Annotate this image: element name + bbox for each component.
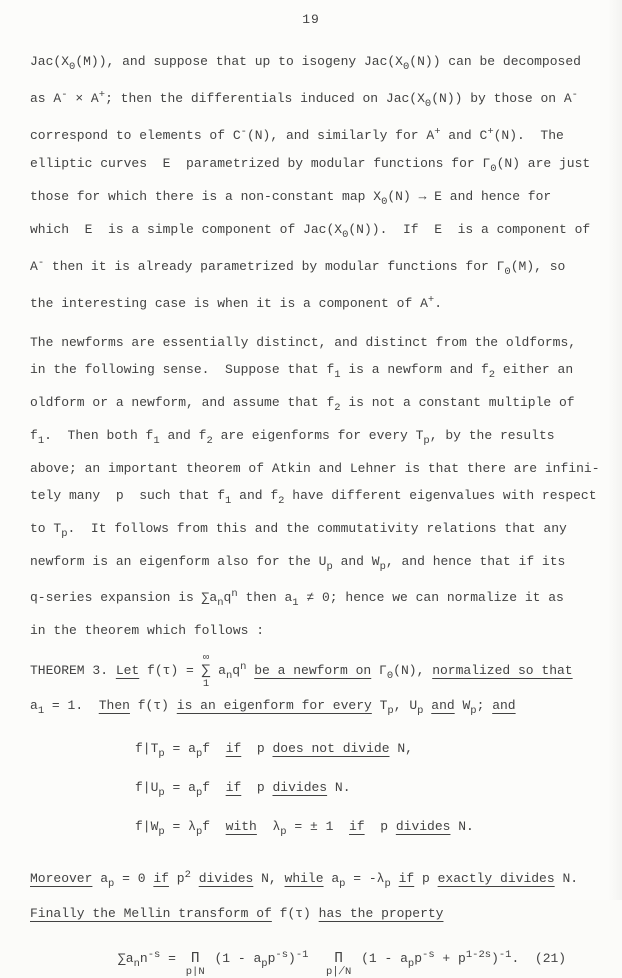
- underlined-text: Then: [98, 698, 130, 713]
- operator-upper-limit: ∞: [202, 652, 210, 664]
- text-segment: = a: [164, 741, 196, 756]
- underlined-text: Let: [115, 663, 140, 678]
- paragraph-jacobian-decomposition: [30, 48, 622, 318]
- text-segment: × A: [67, 91, 99, 106]
- subscript-text: 0: [69, 61, 76, 73]
- page-number: 19: [302, 12, 320, 27]
- text-segment: p: [241, 780, 273, 795]
- text-segment: f(τ) =: [139, 663, 202, 678]
- text-segment: N.: [450, 819, 474, 834]
- text-segment: correspond to elements of C: [30, 128, 241, 143]
- superscript-text: -: [61, 89, 68, 101]
- text-segment: ): [288, 951, 296, 966]
- subscript-text: 2: [488, 369, 496, 381]
- text-segment: (N). The: [493, 128, 564, 143]
- underlined-text: if: [153, 871, 169, 886]
- text-segment: .: [434, 296, 442, 311]
- underlined-text: divides: [198, 871, 254, 886]
- text-line: [30, 356, 622, 389]
- superscript-text: -: [571, 89, 578, 101]
- subscript-text: p: [195, 826, 203, 838]
- text-segment: . It follows from this and the commutativity relations that any: [67, 521, 567, 536]
- text-segment: which E is a simple component of Jac(X: [30, 222, 343, 237]
- text-line: [30, 691, 622, 726]
- text-segment: , and hence that if its: [385, 554, 566, 569]
- subscript-text: 1: [37, 435, 45, 447]
- text-segment: above; an important theorem of Atkin and Lehner is that there are infini-: [30, 461, 600, 476]
- text-segment: Jac(X: [30, 54, 70, 69]
- text-segment: and f: [159, 428, 207, 443]
- subscript-text: p: [423, 435, 430, 447]
- subscript-text: 0: [490, 163, 497, 175]
- subscript-text: 0: [402, 61, 410, 73]
- subscript-text: p: [195, 748, 203, 760]
- text-segment: (N) are just: [496, 156, 591, 171]
- text-line: [135, 771, 622, 810]
- subscript-text: 1: [292, 597, 299, 609]
- text-segment: ∑a: [118, 951, 134, 966]
- subscript-text: 0: [342, 229, 349, 241]
- text-segment: to T: [30, 521, 62, 536]
- underlined-text: and: [492, 698, 516, 713]
- subscript-text: 0: [504, 266, 511, 278]
- text-segment: λ: [256, 819, 281, 834]
- subscript-text: p: [339, 878, 346, 890]
- text-segment: = 1.: [44, 698, 99, 713]
- superscript-text: +: [434, 126, 441, 138]
- subscript-text: p: [280, 826, 287, 838]
- text-segment: f: [202, 819, 226, 834]
- stacked-operator: [326, 952, 351, 978]
- superscript-text: n: [240, 661, 247, 673]
- text-segment: = ± 1: [286, 819, 350, 834]
- subscript-text: p: [417, 705, 424, 717]
- text-line: [30, 861, 622, 899]
- text-segment: THEOREM 3.: [30, 663, 116, 678]
- superscript-text: -: [240, 126, 247, 138]
- text-line: [30, 183, 622, 216]
- text-segment: f|W: [135, 819, 159, 834]
- text-segment: N.: [554, 871, 579, 886]
- text-line: [135, 810, 622, 849]
- underlined-text: Moreover: [30, 871, 93, 886]
- text-segment: in the theorem which follows :: [30, 623, 265, 638]
- subscript-text: p: [195, 787, 203, 799]
- text-segment: p: [364, 819, 396, 834]
- text-segment: . (21): [511, 951, 567, 966]
- text-segment: q-series expansion is ∑a: [30, 590, 218, 605]
- superscript-text: -s: [147, 949, 161, 961]
- moreover-paragraph: [30, 861, 622, 928]
- text-segment: and W: [332, 554, 380, 569]
- text-segment: The newforms are essentially distinct, and distinct from the oldforms,: [30, 335, 577, 350]
- text-segment: (N), and similarly for A: [246, 128, 435, 143]
- text-line: [30, 515, 622, 548]
- text-segment: T: [371, 698, 388, 713]
- underlined-text: Finally the Mellin transform of: [30, 906, 272, 921]
- text-segment: p: [414, 871, 438, 886]
- text-segment: (M)), and suppose that up to isogeny Jac(X: [75, 54, 403, 69]
- underlined-text: has the property: [318, 906, 444, 921]
- text-segment: n: [139, 951, 148, 966]
- text-segment: (N)) by those on A: [431, 91, 572, 106]
- text-segment: f|T: [135, 741, 159, 756]
- text-line: [30, 286, 622, 318]
- underlined-text: if: [398, 871, 415, 886]
- operator-lower-limit: p|N: [185, 966, 205, 978]
- operator-lower-limit: p∤N: [326, 966, 352, 978]
- text-segment: [308, 951, 324, 966]
- text-segment: a: [210, 663, 226, 678]
- subscript-text: 1: [153, 435, 160, 447]
- text-segment: then it is already parametrized by modular functions for Γ: [44, 259, 505, 274]
- text-line: [30, 455, 622, 482]
- subscript-text: 0: [424, 98, 432, 110]
- text-segment: are eigenforms for every T: [212, 428, 424, 443]
- text-segment: p: [168, 871, 185, 886]
- text-segment: q: [232, 663, 241, 678]
- text-line: [30, 118, 622, 150]
- subscript-text: n: [133, 958, 140, 970]
- text-line: [30, 48, 622, 81]
- subscript-text: p: [108, 878, 115, 890]
- text-segment: p: [414, 951, 423, 966]
- text-segment: N,: [389, 741, 413, 756]
- underlined-text: with: [225, 819, 257, 834]
- text-segment: in the following sense. Suppose that f: [30, 362, 335, 377]
- subscript-text: 1: [37, 705, 45, 717]
- text-line: [30, 150, 622, 183]
- superscript-text: -1: [498, 949, 512, 961]
- text-segment: a: [30, 698, 38, 713]
- text-segment: (N)) can be decomposed: [409, 54, 581, 69]
- underlined-text: does not divide: [272, 741, 390, 756]
- text-segment: and C: [440, 128, 488, 143]
- text-segment: f|U: [135, 780, 159, 795]
- superscript-text: +: [487, 126, 494, 138]
- text-segment: either an: [495, 362, 574, 377]
- text-segment: [391, 871, 399, 886]
- theorem-3-statement: [30, 652, 622, 726]
- text-segment: (N),: [393, 663, 433, 678]
- text-line: [30, 581, 622, 617]
- text-segment: + p: [434, 951, 466, 966]
- subscript-text: p: [158, 748, 165, 760]
- text-segment: a: [92, 871, 109, 886]
- text-segment: , U: [393, 698, 418, 713]
- text-line: [30, 422, 622, 455]
- text-segment: , by the results: [429, 428, 555, 443]
- text-segment: q: [223, 590, 232, 605]
- text-segment: (N) → E and hence for: [387, 189, 552, 204]
- subscript-text: p: [387, 705, 394, 717]
- text-segment: W: [454, 698, 471, 713]
- text-line: [30, 548, 622, 581]
- text-segment: ): [491, 951, 499, 966]
- subscript-text: p: [407, 958, 415, 970]
- subscript-text: n: [225, 670, 233, 682]
- superscript-text: 2: [184, 869, 191, 881]
- subscript-text: p: [384, 878, 391, 890]
- text-line: [30, 652, 622, 691]
- subscript-text: p: [261, 958, 268, 970]
- subscript-text: 2: [334, 402, 341, 414]
- underlined-text: while: [284, 871, 324, 886]
- text-segment: (1 - a: [353, 951, 408, 966]
- text-segment: f(τ): [271, 906, 319, 921]
- text-line: [30, 389, 622, 422]
- superscript-text: +: [427, 294, 435, 306]
- subscript-text: p: [470, 705, 477, 717]
- text-segment: and f: [231, 488, 279, 503]
- superscript-text: n: [231, 588, 238, 600]
- subscript-text: p: [326, 561, 333, 573]
- text-segment: newform is an eigenform also for the U: [30, 554, 327, 569]
- text-segment: elliptic curves E parametrized by modular functions for Γ: [30, 156, 491, 171]
- underlined-text: exactly divides: [437, 871, 555, 886]
- text-segment: . Then both f: [44, 428, 154, 443]
- text-segment: as A: [30, 91, 62, 106]
- text-segment: (M), so: [510, 259, 566, 274]
- subscript-text: p: [61, 528, 68, 540]
- text-segment: = a: [164, 780, 196, 795]
- subscript-text: n: [217, 597, 224, 609]
- text-segment: [191, 871, 199, 886]
- text-segment: A: [30, 259, 38, 274]
- underlined-text: if: [225, 741, 242, 756]
- equation-21-euler-product: [118, 944, 622, 978]
- text-line: [30, 617, 622, 644]
- subscript-text: 0: [381, 196, 388, 208]
- text-line: [30, 329, 622, 356]
- text-segment: (N)). If E is a component of: [348, 222, 591, 237]
- text-line: [30, 81, 622, 118]
- text-segment: = -λ: [345, 871, 385, 886]
- text-segment: is a newform and f: [340, 362, 489, 377]
- subscript-text: 1: [225, 495, 232, 507]
- subscript-text: p: [158, 787, 165, 799]
- text-line: [135, 732, 622, 771]
- page-content: [0, 48, 622, 978]
- subscript-text: 1: [334, 369, 341, 381]
- text-segment: f: [30, 428, 38, 443]
- text-segment: = λ: [164, 819, 196, 834]
- text-segment: then a: [237, 590, 293, 605]
- subscript-text: p: [379, 561, 386, 573]
- text-segment: ;: [476, 698, 493, 713]
- text-segment: p: [267, 951, 276, 966]
- superscript-text: -s: [422, 949, 435, 961]
- text-segment: Γ: [371, 663, 387, 678]
- operator-symbol: ∑: [201, 663, 211, 680]
- text-segment: N.: [327, 780, 351, 795]
- text-segment: have different eigenvalues with respect: [284, 488, 597, 503]
- subscript-text: 2: [206, 435, 213, 447]
- text-segment: a: [323, 871, 340, 886]
- text-segment: (1 - a: [206, 951, 262, 966]
- text-segment: =: [160, 951, 184, 966]
- underlined-text: normalized so that: [432, 663, 573, 678]
- underlined-text: and: [431, 698, 455, 713]
- underlined-text: divides: [272, 780, 328, 795]
- superscript-text: +: [98, 89, 106, 101]
- hecke-operator-equations: [135, 732, 622, 849]
- underlined-text: if: [349, 819, 365, 834]
- text-segment: is not a constant multiple of: [340, 395, 575, 410]
- subscript-text: 0: [386, 670, 394, 682]
- text-segment: the interesting case is when it is a component of A: [30, 296, 428, 311]
- text-segment: ≠ 0; hence we can normalize it as: [298, 590, 564, 605]
- text-line: [30, 249, 622, 286]
- text-segment: f(τ): [129, 698, 177, 713]
- paragraph-newforms-distinct: [30, 329, 622, 644]
- text-segment: p: [241, 741, 273, 756]
- operator-lower-limit: 1: [202, 678, 210, 691]
- text-segment: ; then the differentials induced on Jac(X: [105, 91, 425, 106]
- text-line: [30, 482, 622, 515]
- subscript-text: p: [158, 826, 165, 838]
- subscript-text: 2: [278, 495, 285, 507]
- underlined-text: divides: [395, 819, 451, 834]
- text-segment: f: [202, 741, 226, 756]
- text-line: [30, 899, 622, 928]
- text-line: [30, 216, 622, 249]
- superscript-text: -s: [275, 949, 288, 961]
- operator-symbol: Π: [190, 951, 200, 967]
- superscript-text: -1: [295, 949, 309, 961]
- superscript-text: 1-2s: [465, 949, 492, 961]
- text-segment: f: [202, 780, 226, 795]
- text-segment: oldform or a newform, and assume that f: [30, 395, 335, 410]
- stacked-operator: [186, 952, 205, 978]
- text-segment: = 0: [114, 871, 154, 886]
- underlined-text: be a newform on: [254, 663, 372, 678]
- superscript-text: -: [37, 257, 45, 269]
- underlined-text: is an eigenform for every: [176, 698, 372, 713]
- text-segment: N,: [253, 871, 285, 886]
- underlined-text: if: [225, 780, 242, 795]
- text-segment: tely many p such that f: [30, 488, 226, 503]
- operator-symbol: Π: [334, 951, 343, 967]
- text-segment: those for which there is a non-constant map X: [30, 189, 382, 204]
